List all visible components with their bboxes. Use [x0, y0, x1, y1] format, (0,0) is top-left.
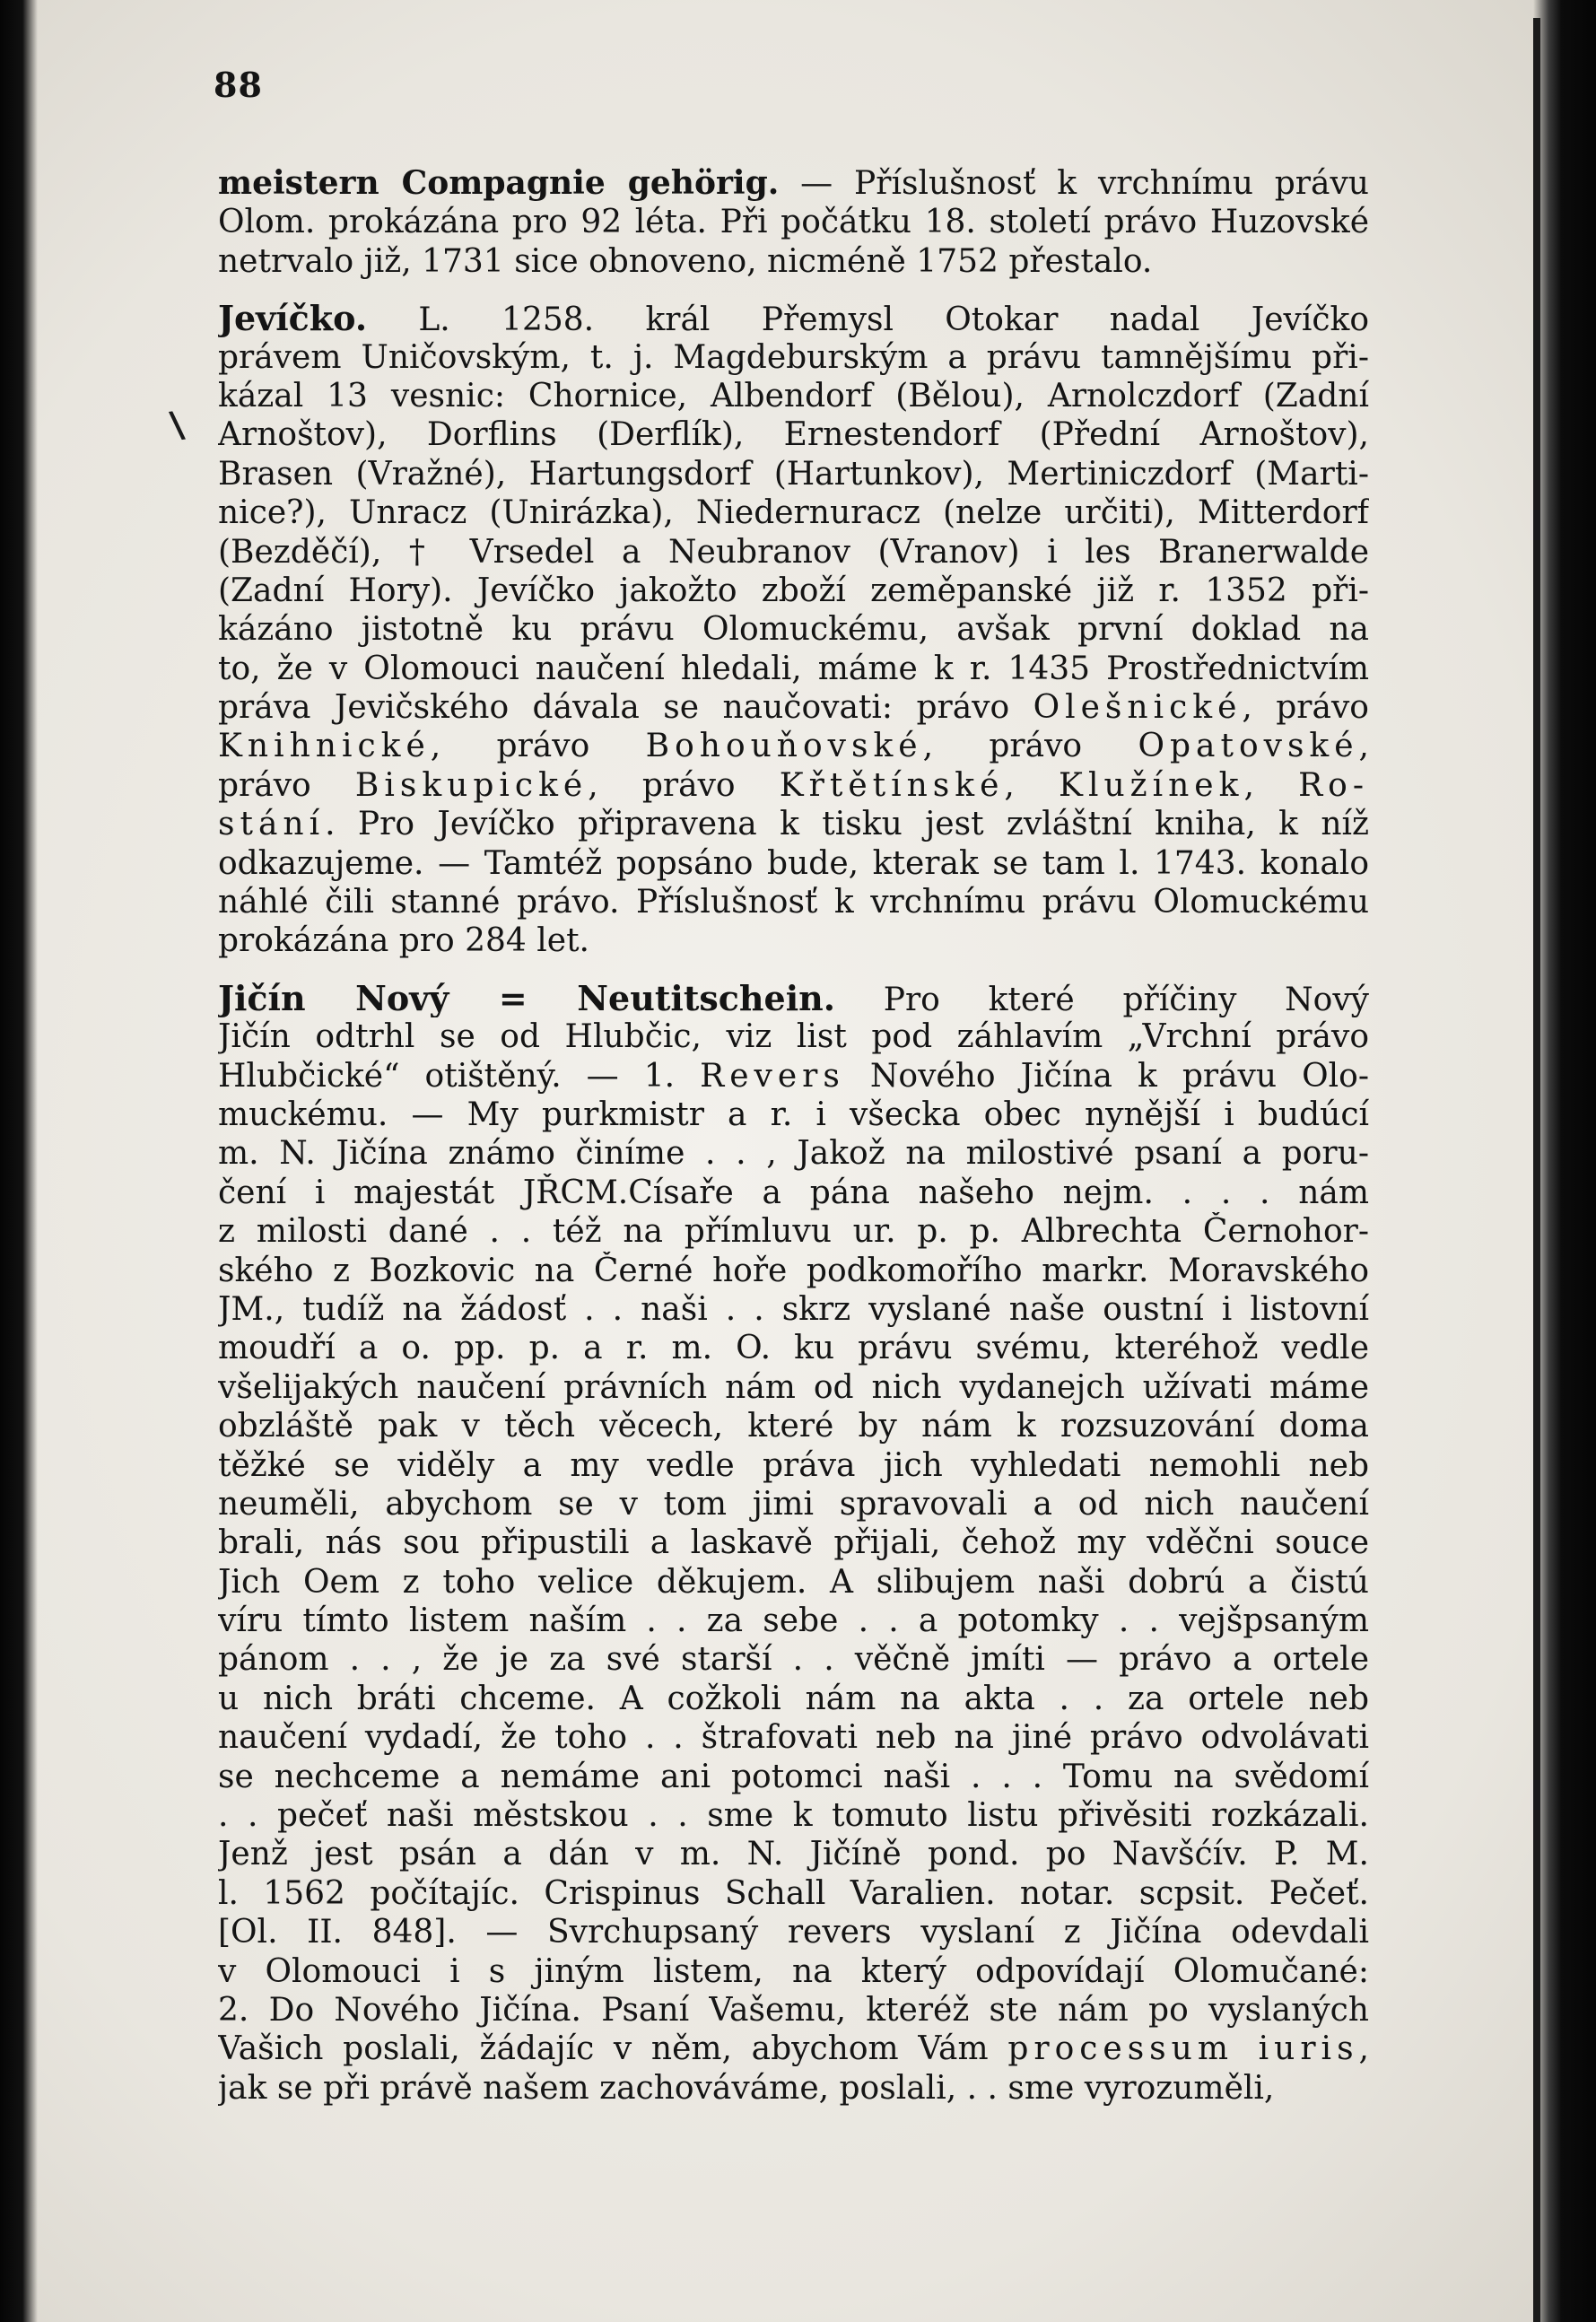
text-span: náhlé čili stanné právo. Příslušnosť k vrchnímu právu Olomuckému	[218, 884, 1369, 921]
spaced-term: processum iuris	[1007, 2030, 1359, 2068]
text-span: ského z Bozkovic na Černé hoře podkomořího markr. Moravského	[218, 1252, 1369, 1289]
text-span: Jich Oem z toho velice děkujem. A slibujem naši dobrú a čistú	[218, 1563, 1369, 1601]
text-line	[218, 844, 1369, 883]
spaced-term: Opatovské	[1138, 728, 1359, 765]
text-line	[218, 1407, 1369, 1445]
text-span: l. 1562 počítajíc. Crispinus Schall Varalien. notar. scpsit. Pečeť.	[218, 1874, 1369, 1912]
text-line	[218, 766, 1369, 805]
text-line	[218, 203, 1369, 241]
text-span: Olom. prokázána pro 92 léta.	[218, 204, 707, 241]
text-line	[218, 377, 1369, 415]
entry-heading: Jevíčko.	[218, 299, 368, 338]
paragraph	[218, 164, 1369, 281]
text-span: Při počátku 18. století právo Huzovské	[706, 204, 1369, 241]
text-span: neuměli, abychom se v tom jimi spravovali a od nich naučení	[218, 1485, 1369, 1523]
text-line	[218, 1485, 1369, 1523]
text-line	[218, 1252, 1369, 1290]
text-line	[218, 338, 1369, 377]
text-line	[218, 1991, 1369, 2030]
scan-edge-shadow	[1533, 18, 1540, 2322]
spaced-term: Knihnické	[218, 728, 431, 765]
text-line	[218, 1835, 1369, 1873]
text-span: práva Jevičského dávala se naučovati: právo	[218, 689, 1033, 727]
text-line	[218, 688, 1369, 727]
text-span: ,	[1243, 766, 1299, 804]
text-line	[218, 1680, 1369, 1718]
text-span: brali, nás sou připustili a laskavě přijali, čehož my vděčni souce	[218, 1524, 1369, 1562]
text-line	[218, 1446, 1369, 1485]
text-line	[218, 1563, 1369, 1602]
text-line	[218, 805, 1369, 843]
spaced-term: Revers	[700, 1057, 845, 1095]
text-span: [Ol. II. 848]. — Svrchupsaný revers vyslaní z Jičína odevdali	[218, 1914, 1369, 1951]
paragraph-gap	[218, 281, 1369, 299]
text-span: Arnoštov), Dorflins (Derflík), Ernestendorf (Přední Arnoštov),	[218, 416, 1369, 454]
text-span: ,	[1358, 728, 1369, 765]
text-span: L. 1258. král Přemysl Otokar nadal Jevíčko	[367, 301, 1369, 338]
text-span: kázal 13 vesnic: Chornice, Albendorf (Bělou), Arnolczdorf (Zadní	[218, 377, 1369, 415]
text-span: Jičín odtrhl se od Hlubčic, viz list pod záhlavím „Vrchní právo	[218, 1018, 1369, 1056]
page-number: 88	[214, 65, 263, 105]
text-span: v Olomouci i s jiným listem, na který odpovídají Olomučané:	[218, 1952, 1369, 1990]
text-line	[218, 572, 1369, 610]
text-span: (Zadní Hory). Jevíčko jakožto zboží zeměpanské již r. 1352 při-	[218, 572, 1369, 609]
text-line	[218, 164, 1369, 203]
text-line	[218, 727, 1369, 765]
text-line	[218, 650, 1369, 688]
entry-heading: Jičín Nový = Neutitschein.	[218, 978, 835, 1018]
text-span: . . pečeť naši městskou . . sme k tomuto listu přivěsiti rozkázali.	[218, 1797, 1369, 1835]
text-line	[218, 1057, 1369, 1096]
spaced-term: Olešnické	[1033, 689, 1243, 727]
text-span: m. N. Jičína známo činíme . . , Jakož na milostivé psaní a poru-	[218, 1135, 1369, 1173]
paragraph	[218, 979, 1369, 2108]
text-line	[218, 1602, 1369, 1640]
text-span: , právo	[430, 728, 646, 765]
text-line	[218, 2030, 1369, 2068]
text-line	[218, 1096, 1369, 1134]
text-line	[218, 2069, 1369, 2108]
text-span: jak se při právě našem zachováváme, poslali, . . sme vyrozuměli,	[218, 2069, 1275, 2107]
text-span: ,	[1004, 766, 1060, 804]
spaced-term: Ro-	[1298, 766, 1369, 804]
text-line	[218, 1290, 1369, 1329]
paragraph	[218, 299, 1369, 961]
paragraph-gap	[218, 961, 1369, 979]
text-span: Nového Jičína k právu Olo-	[844, 1057, 1369, 1095]
text-line	[218, 1796, 1369, 1835]
text-span: z milosti dané . . též na přímluvu ur. p. p. Albrechta Černohor-	[218, 1213, 1369, 1251]
text-span: čení i majestát JŘCM.Císaře a pána našeho nejm. . . . nám	[218, 1174, 1369, 1211]
scan-edge-right	[1533, 0, 1596, 2322]
text-span: se nechceme a nemáme ani potomci naši . . . Tomu na svědomí	[218, 1758, 1369, 1795]
spaced-term: Křtětínské	[779, 766, 1005, 804]
text-line	[218, 1758, 1369, 1796]
text-span: Hlubčické“ otištěný. — 1.	[218, 1057, 701, 1095]
text-span: u nich bráti chceme. A cožkoli nám na akta . . za ortele neb	[218, 1680, 1369, 1717]
text-span: , právo	[922, 728, 1138, 765]
margin-mark: \	[167, 403, 187, 447]
text-line	[218, 1718, 1369, 1757]
text-span: těžké se viděly a my vedle práva jich vyhledati nemohli neb	[218, 1446, 1369, 1484]
text-span: (Bezděčí), † Vrsedel a Neubranov (Vranov) i les Branerwalde	[218, 533, 1369, 571]
text-span: Jenž jest psán a dán v m. N. Jičíně pond. po Navšćív. P. M.	[218, 1836, 1369, 1873]
text-line	[218, 1952, 1369, 1991]
text-line	[218, 415, 1369, 454]
text-span: muckému. — My purkmistr a r. i všecka obec nynější i budúcí	[218, 1096, 1369, 1133]
text-span: pánom . . , že je za své starší . . věčně jmíti — právo a ortele	[218, 1641, 1369, 1679]
spaced-term: Klužínek	[1059, 766, 1244, 804]
text-span: Pro které příčiny Nový	[835, 981, 1369, 1018]
text-line	[218, 1134, 1369, 1173]
text-span: — Příslušnosť k vrchnímu právu	[779, 165, 1369, 202]
text-span: nice?), Unracz (Unirázka), Niedernuracz (nelze určiti), Mitterdorf	[218, 494, 1369, 532]
text-span: víru tímto listem naším . . za sebe . . a potomky . . vejšpsaným	[218, 1602, 1369, 1640]
text-span: netrvalo již, 1731 sice obnoveno, nicméně 1752 přestalo.	[218, 242, 1153, 280]
text-line	[218, 1913, 1369, 1951]
text-span: všelijakých naučení právních nám od nich vydanejch užívati máme	[218, 1368, 1369, 1406]
text-span: obzláště pak v těch věcech, které by nám k rozsuzování doma	[218, 1408, 1369, 1445]
text-line	[218, 1874, 1369, 1913]
text-line	[218, 533, 1369, 572]
text-span: , právo	[588, 766, 780, 804]
text-line	[218, 1017, 1369, 1056]
text-span: právem Uničovským, t. j. Magdeburským a právu tamnějšímu při-	[218, 338, 1369, 376]
text-line	[218, 242, 1369, 281]
text-span: právo	[218, 766, 355, 804]
text-line	[218, 455, 1369, 493]
text-span: , právo	[1242, 689, 1369, 727]
spaced-term: Bohouňovské	[645, 728, 923, 765]
text-line	[218, 1329, 1369, 1367]
text-body	[218, 164, 1369, 2108]
text-span: JM., tudíž na žádosť . . naši . . skrz vyslané naše oustní i listovní	[218, 1290, 1369, 1328]
text-line	[218, 299, 1369, 337]
spaced-term: stání	[218, 806, 326, 843]
scan-edge-left	[0, 0, 38, 2322]
text-line	[218, 1640, 1369, 1679]
text-line	[218, 1368, 1369, 1407]
text-span: naučení vydadí, že toho . . štrafovati neb na jiné právo odvolávati	[218, 1719, 1369, 1757]
spaced-term: Biskupické	[354, 766, 589, 804]
text-span: to, že v Olomouci naučení hledali, máme k r. 1435 Prostřednictvím	[218, 650, 1369, 687]
text-span: kázáno jistotně ku právu Olomuckému, avšak první doklad na	[218, 611, 1369, 649]
text-line	[218, 979, 1369, 1017]
text-span: odkazujeme. — Tamtéž popsáno bude, kterak se tam l. 1743. konalo	[218, 844, 1369, 882]
text-span: prokázána pro 284 let.	[218, 922, 589, 960]
text-line	[218, 610, 1369, 649]
text-span: moudří a o. pp. p. a r. m. O. ku právu svému, kteréhož vedle	[218, 1330, 1369, 1367]
text-line	[218, 921, 1369, 960]
text-span: ,	[1358, 2030, 1369, 2068]
text-span: Vašich poslali, žádajíc v něm, abychom Vám	[218, 2030, 1008, 2068]
text-line	[218, 883, 1369, 921]
text-line	[218, 1174, 1369, 1212]
text-span: meistern Compagnie gehörig.	[218, 164, 780, 202]
text-span: . Pro Jevíčko připravena k tisku jest zvláštní kniha, k níž	[325, 806, 1369, 843]
text-line	[218, 493, 1369, 532]
text-span: Brasen (Vražné), Hartungsdorf (Hartunkov), Mertiniczdorf (Marti-	[218, 455, 1369, 493]
text-line	[218, 1212, 1369, 1251]
text-span: 2. Do Nového Jičína. Psaní Vašemu, kteréž ste nám po vyslaných	[218, 1991, 1369, 2029]
text-line	[218, 1523, 1369, 1562]
